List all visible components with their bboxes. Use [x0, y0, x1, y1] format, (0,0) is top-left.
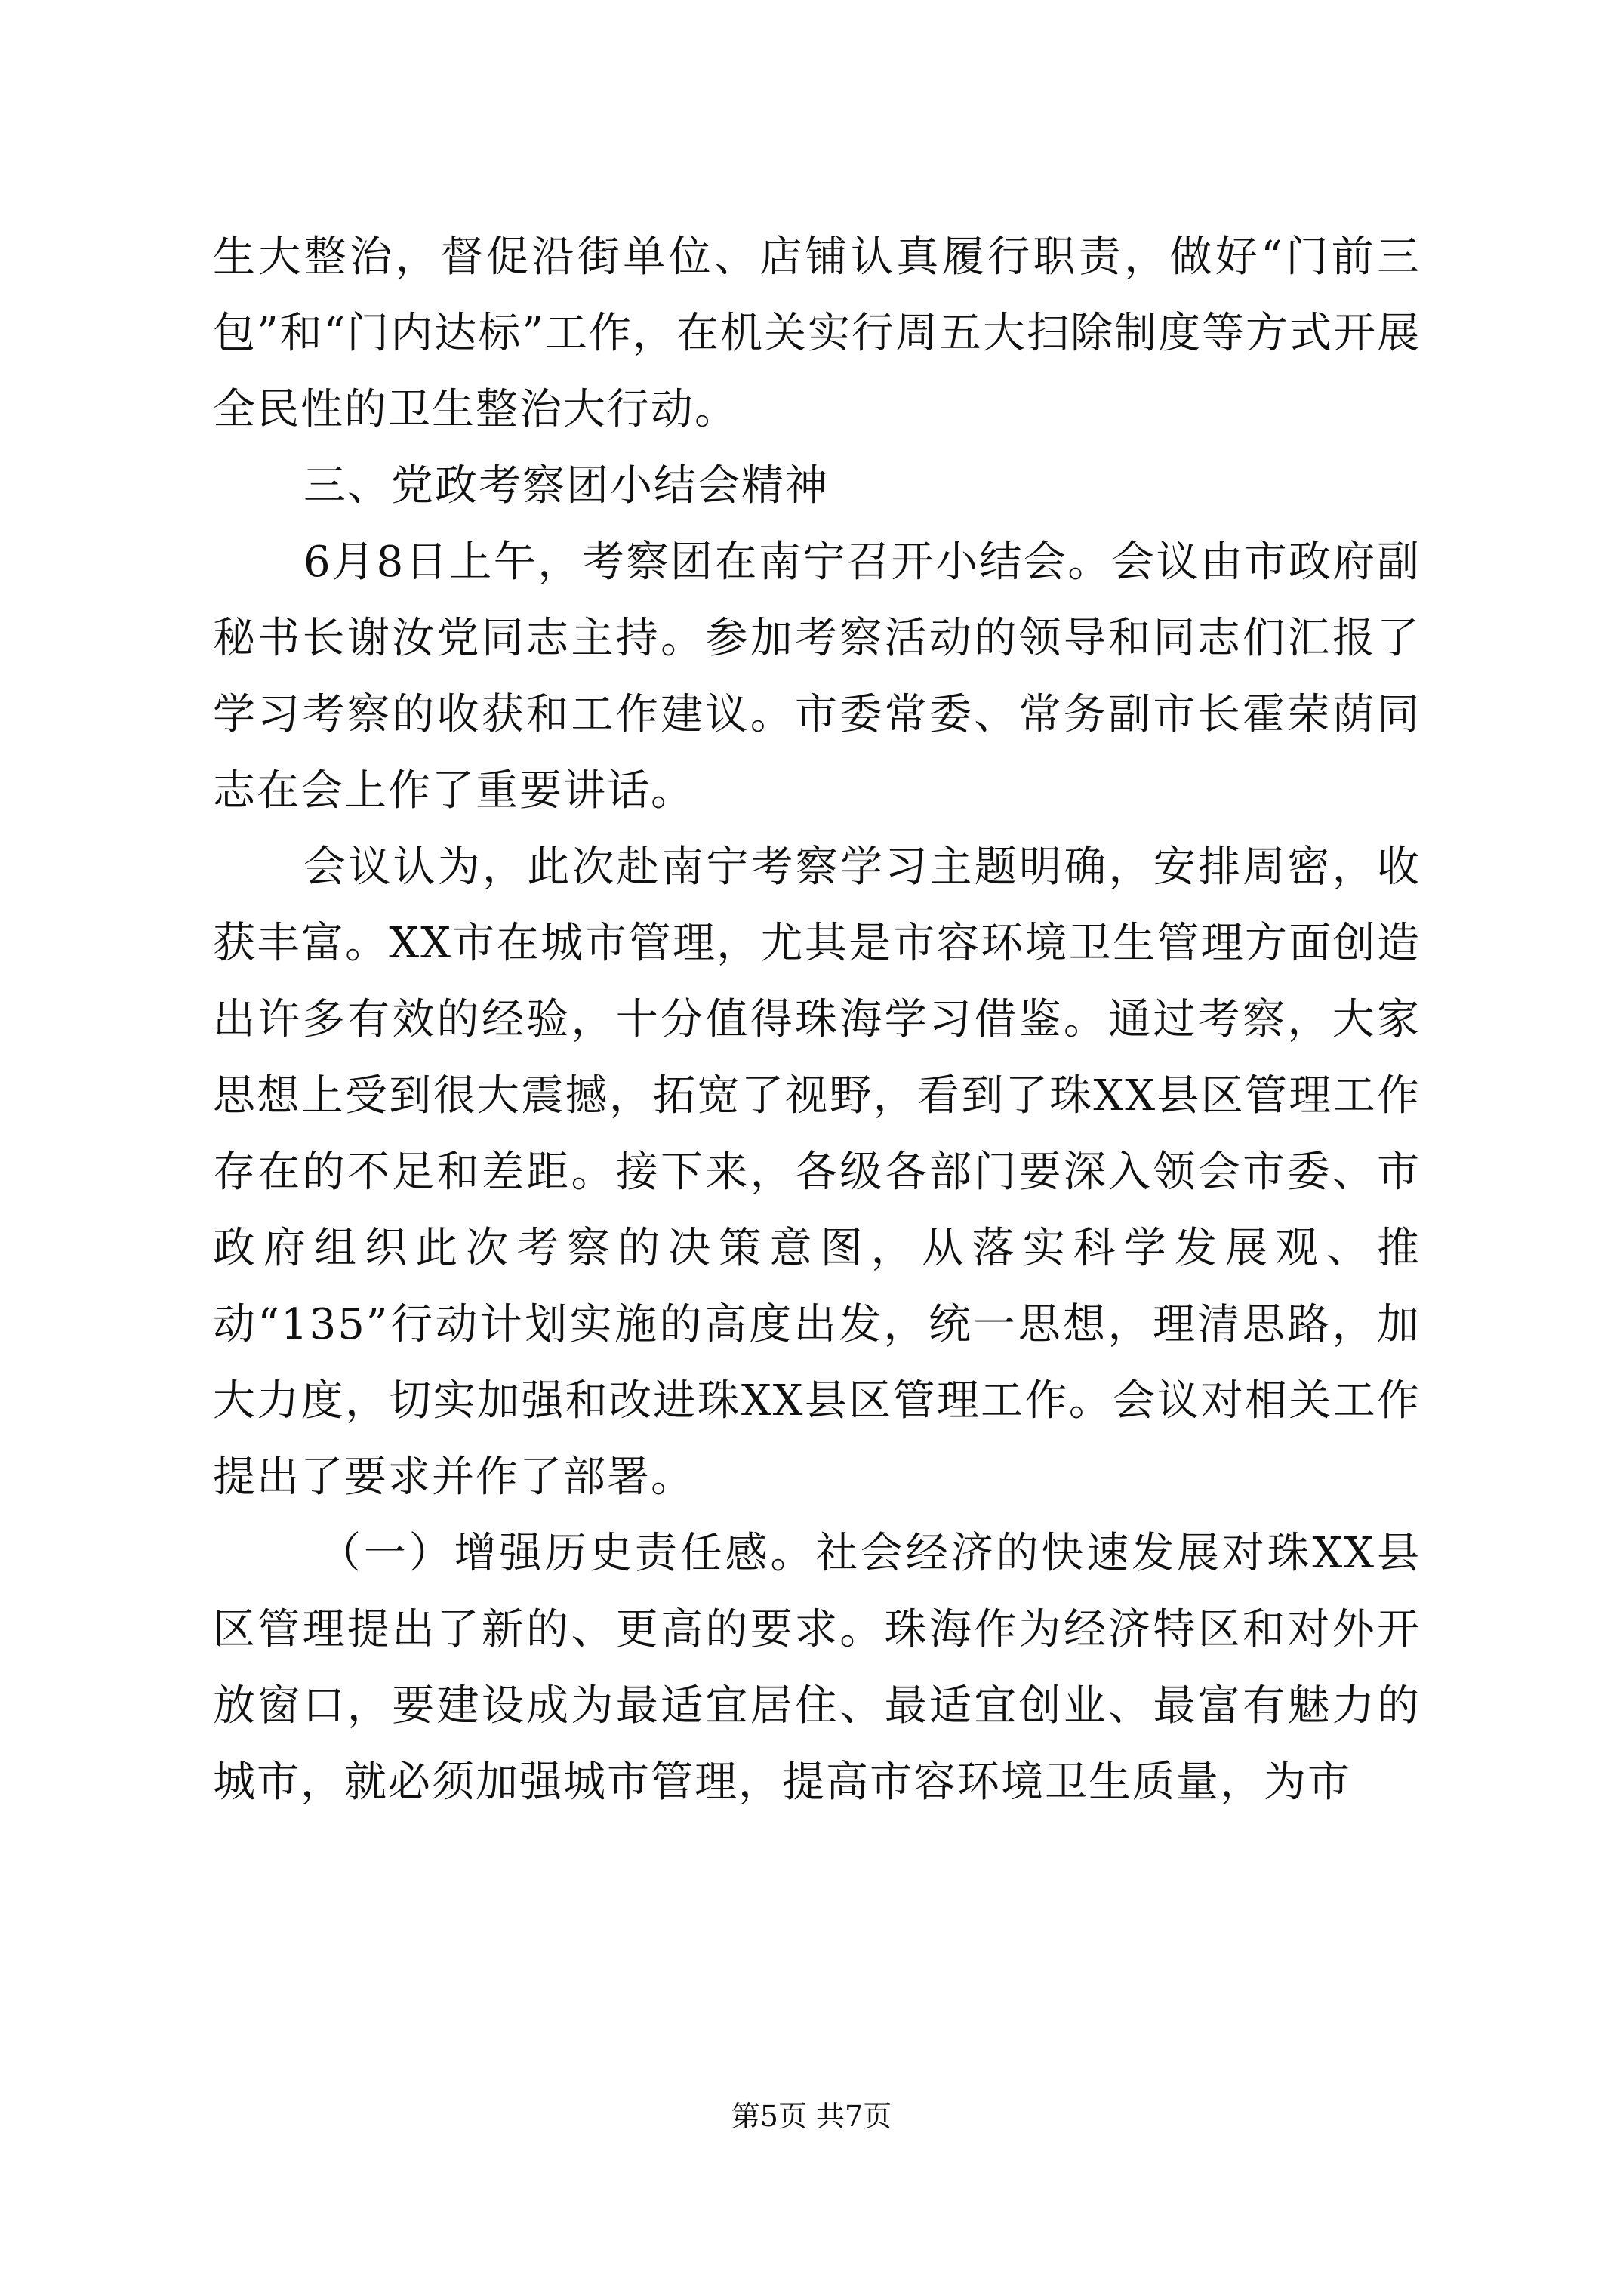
paragraph-subsection-one: （一）增强历史责任感。社会经济的快速发展对珠XX县区管理提出了新的、更高的要求。珠海作为经济特区和对外开放窗口，要建设成为最适宜居住、最适宜创业、最富有魅力的城市，就必须加强城市管理，提高市容环境卫生质量，为市	[213, 1529, 1421, 1807]
paragraph-conclusion: 会议认为，此次赴南宁考察学习主题明确，安排周密，收获丰富。XX市在城市管理，尤其是市容环境卫生管理方面创造出许多有效的经验，十分值得珠海学习借鉴。通过考察，大家思想上受到很大震撼，拓宽了视野，看到了珠XX县区管理工作存在的不足和差距。接下来，各级各部门要深入领会市委、市政府组织此次考察的决策意图，从落实科学发展观、推动“135”行动计划实施的高度出发，统一思想，理清思路，加大力度，切实加强和改进珠XX县区管理工作。会议对相关工作提出了要求并作了部署。	[213, 843, 1421, 1502]
section-heading: 三、党政考察团小结会精神	[303, 461, 829, 510]
page-number: 第5页 共7页	[731, 2100, 892, 2133]
paragraph-meeting: 6月8日上午，考察团在南宁召开小结会。会议由市政府副秘书长谢汝党同志主持。参加考察活动的领导和同志们汇报了学习考察的收获和工作建议。市委常委、常务副市长霍荣荫同志在会上作了重要讲话。	[213, 538, 1421, 815]
paragraph-continuation: 生大整治，督促沿街单位、店铺认真履行职责，做好“门前三包”和“门内达标”工作，在机关实行周五大扫除制度等方式开展全民性的卫生整治大行动。	[213, 233, 1421, 434]
document-body	[213, 219, 1421, 1820]
